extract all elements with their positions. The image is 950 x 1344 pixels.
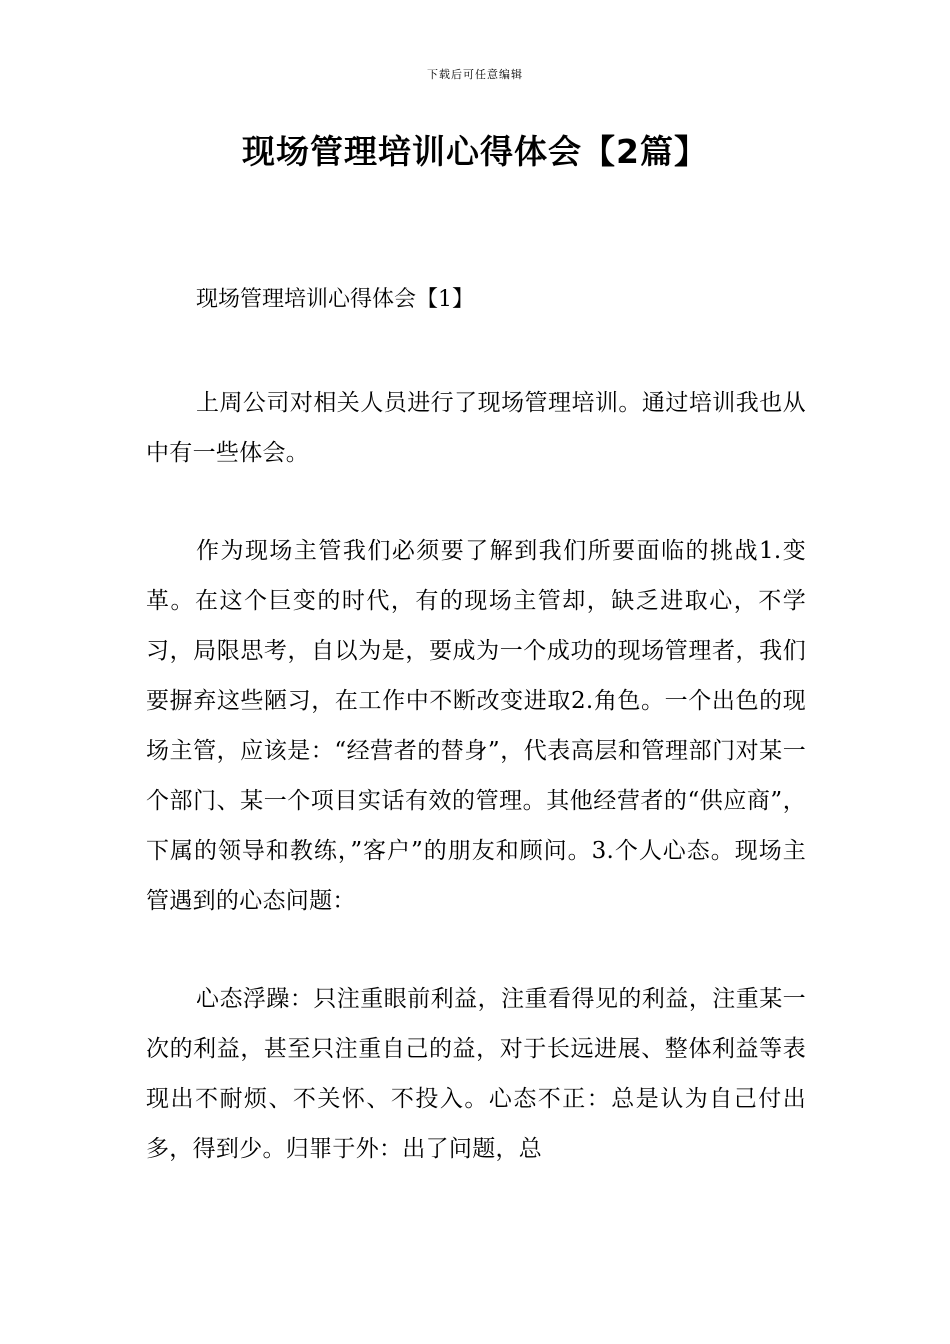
section-heading: 现场管理培训心得体会【1】 (196, 287, 474, 312)
page-header-note: 下载后可任意编辑 (427, 68, 523, 81)
document-title: 现场管理培训心得体会【2篇】 (242, 132, 708, 171)
paragraph-3: 心态浮躁：只注重眼前利益，注重看得见的利益，注重某一次的利益，甚至只注重自己的益，对于长远进展、整体利益等表现出不耐烦、不关怀、不投入。心态不正：总是认为自己付出多，得到少。归罪于外：出了问题，总 (146, 986, 806, 1162)
paragraph-2: 作为现场主管我们必须要了解到我们所要面临的挑战1.变革。在这个巨变的时代，有的现场主管却，缺乏进取心，不学习，局限思考，自以为是，要成为一个成功的现场管理者，我们要摒弃这些陋习，在工作中不断改变进取2.角色。一个出色的现场主管，应该是：“经营者的替身”，代表高层和管理部门对某一个部门、某一个项目实话有效的管理。其他经营者的“供应商”，下属的领导和教练，”客户”的朋友和顾问。3.个人心态。现场主管遇到的心态问题： (146, 538, 806, 914)
document-body (146, 282, 806, 1222)
paragraph-1: 上周公司对相关人员进行了现场管理培训。通过培训我也从中有一些体会。 (146, 390, 806, 466)
